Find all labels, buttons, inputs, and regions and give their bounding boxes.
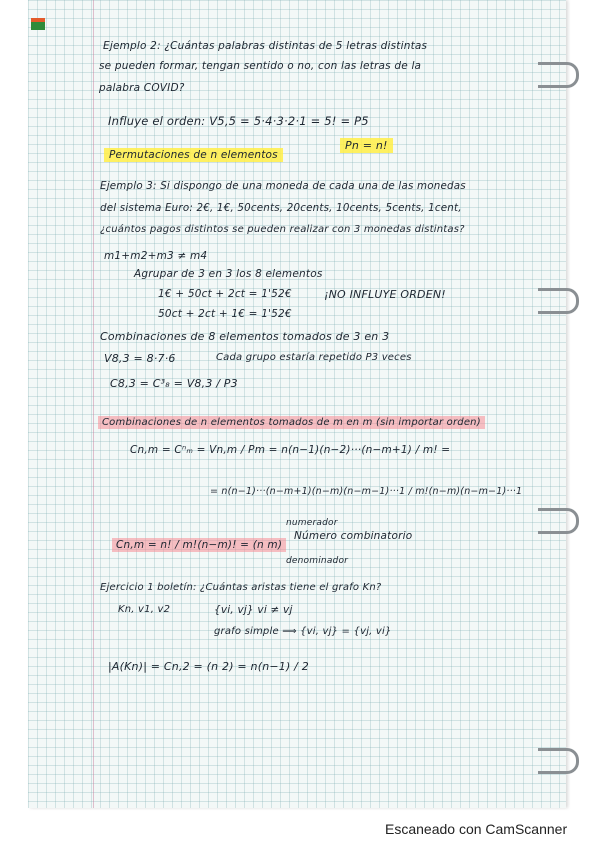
formula-line: |A(Kn)| = Cn,2 = (n 2) = n(n−1) / 2 [108,660,309,673]
highlight-formula: Pn = n! [340,138,393,153]
binder-ring-icon [538,62,579,88]
formula-line: = n(n−1)···(n−m+1)(n−m)(n−m−1)···1 / m!(n−m)(n−m−1)···1 [210,486,523,497]
binder-ring-icon [538,288,579,314]
note-line: grafo simple ⟹ {vi, vj} = {vj, vi} [214,626,392,637]
highlight-heading: Combinaciones de n elementos tomados de m en m (sin importar orden) [98,416,485,429]
note-line: palabra COVID? [99,82,185,94]
note-line: 50ct + 2ct + 1€ = 1'52€ [158,308,292,320]
note-line: Número combinatorio [294,530,413,542]
highlight-heading: Permutaciones de n elementos [104,148,283,162]
tab-marker-green [31,22,45,30]
note-line: Ejercicio 1 boletín: ¿Cuántas aristas tiene el grafo Kn? [100,582,382,593]
scanner-watermark: Escaneado con CamScanner [385,821,568,837]
note-line: del sistema Euro: 2€, 1€, 50cents, 20cents, 10cents, 5cents, 1cent, [100,202,462,214]
note-line: {vi, vj} vi ≠ vj [214,604,293,616]
formula-line: Cn,m = Cⁿₘ = Vn,m / Pm = n(n−1)(n−2)···(n−m+1) / m! = [130,444,451,456]
note-line: Combinaciones de 8 elementos tomados de 3 en 3 [100,330,390,343]
note-line: Kn, v1, v2 [118,604,171,615]
note-annotation: denominador [286,556,349,566]
note-line: Ejemplo 2: ¿Cuántas palabras distintas de 5 letras distintas [103,40,428,52]
note-line: ¿cuántos pagos distintos se pueden realizar con 3 monedas distintas? [100,224,465,235]
note-line: Cada grupo estaría repetido P3 veces [216,352,412,363]
note-line: Agrupar de 3 en 3 los 8 elementos [134,268,323,280]
note-annotation: numerador [286,518,338,528]
note-line: V8,3 = 8·7·6 [104,352,176,365]
note-line: C8,3 = C³₈ = V8,3 / P3 [110,377,238,390]
binder-ring-icon [538,508,579,534]
note-line: Influye el orden: V5,5 = 5·4·3·2·1 = 5! = P5 [108,114,369,128]
note-line: ¡NO INFLUYE ORDEN! [324,288,446,301]
note-line: Ejemplo 3: Si dispongo de una moneda de cada una de las monedas [100,180,466,192]
binder-ring-icon [538,748,579,774]
note-line: 1€ + 50ct + 2ct = 1'52€ [158,288,292,300]
note-line: m1+m2+m3 ≠ m4 [104,250,208,262]
note-line: se pueden formar, tengan sentido o no, con las letras de la [99,60,422,72]
margin-line [93,0,94,808]
highlight-formula: Cn,m = n! / m!(n−m)! = (n m) [112,538,286,552]
